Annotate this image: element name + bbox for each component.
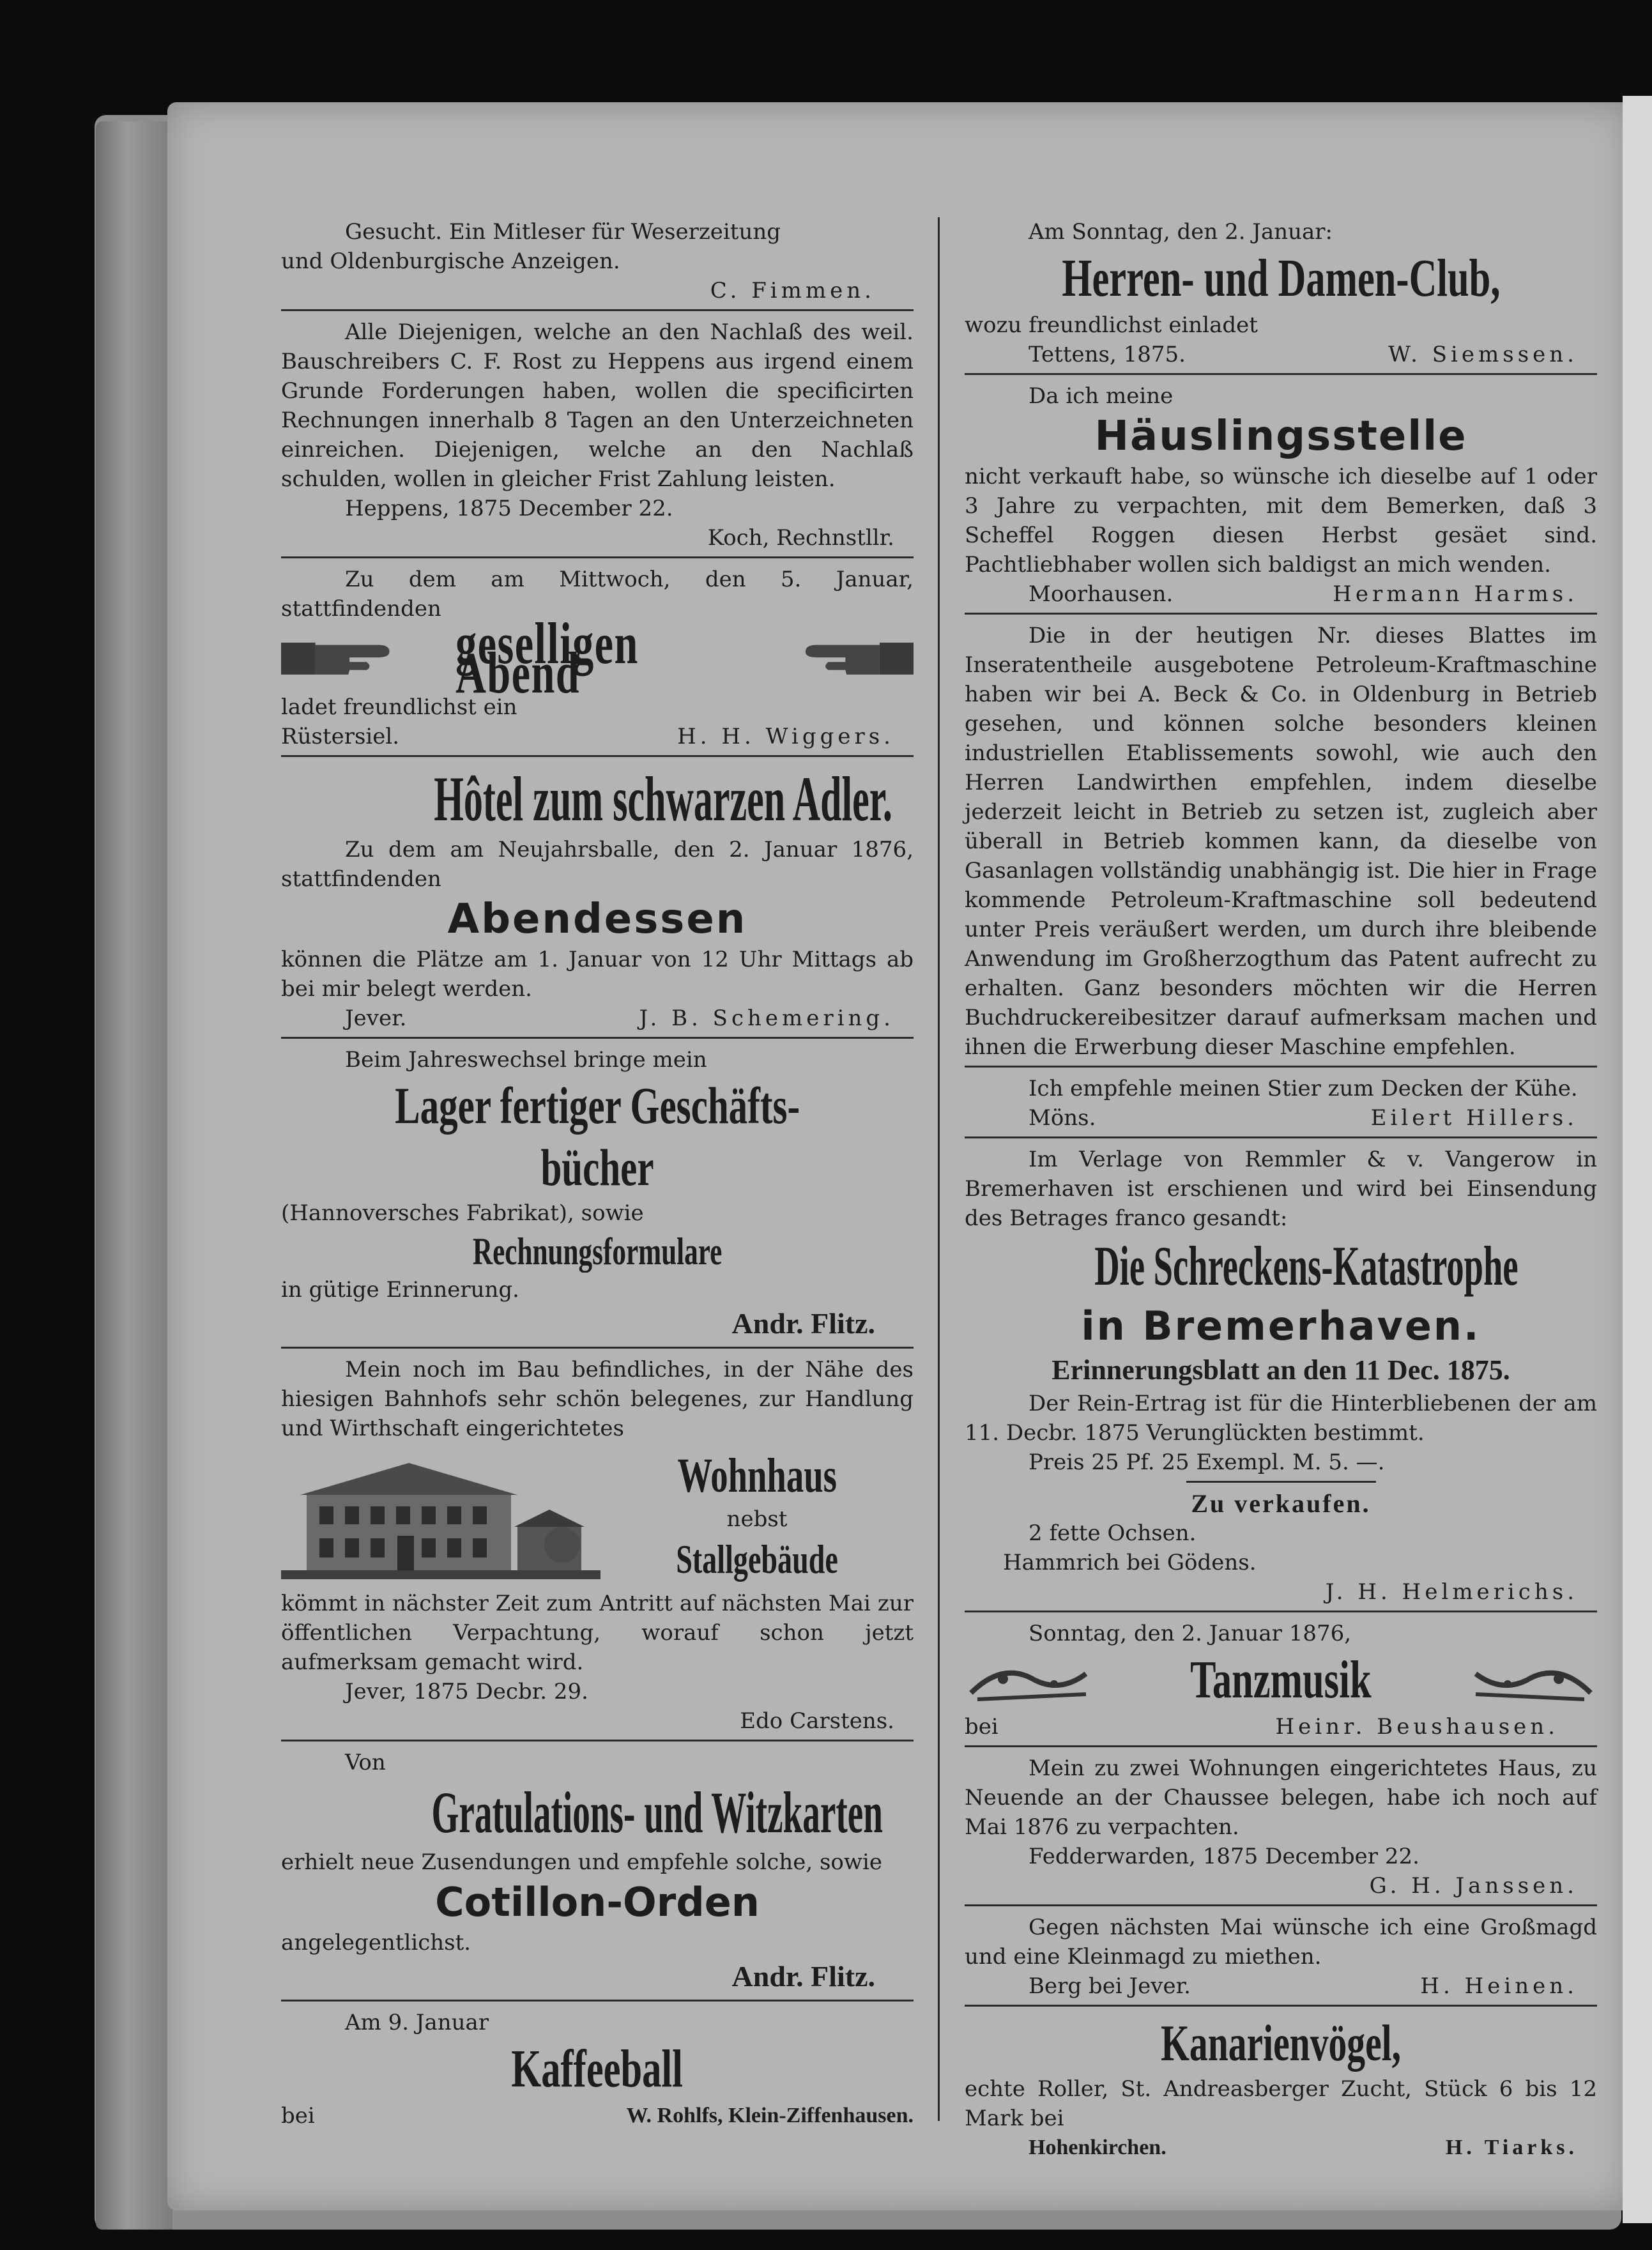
- ad-text: Gesucht. Ein Mitleser für Weserzeitung: [345, 219, 781, 245]
- ad-intro: Zu dem am Neujahrsballe, den 2. Januar 1876, stattfindenden: [281, 837, 914, 892]
- ad-headline-2: Stallgebäude: [676, 1536, 838, 1582]
- divider: [1186, 1481, 1376, 1483]
- ad-signature: J. B. Schemering.: [639, 1006, 894, 1031]
- pointing-hand-left-icon: [794, 629, 914, 687]
- pointing-hand-right-icon: [281, 629, 401, 687]
- divider: [965, 1745, 1597, 1747]
- ad-haeuslingsstelle: [965, 381, 1597, 609]
- divider: [281, 1347, 914, 1349]
- ad-place: Möns.: [1029, 1105, 1096, 1131]
- divider: [965, 613, 1597, 615]
- ad-tanzmusik: [965, 1619, 1597, 1741]
- ad-haus-verpachten: [965, 1754, 1597, 1901]
- left-column: [281, 217, 914, 2131]
- ad-headline: Gratulations- und Witzkarten: [431, 1780, 883, 1845]
- ad-signature: Koch, Rechnstllr.: [707, 525, 894, 551]
- ad-signature: Edo Carstens.: [740, 1708, 894, 1734]
- divider: [281, 1740, 914, 1741]
- divider: [965, 2005, 1597, 2007]
- ad-body: Die in der heutigen Nr. dieses Blattes im Inseratentheile ausgebotene Petroleum-Kraftmaschine haben wir bei A. Beck & Co. in Oldenburg in Betrieb gesehen, und können solche besonders kleinen industriellen Etablissements sowohl, wie auch den Herren Landwirthen empfehlen, indem dieselbe jederzeit leicht in Betrieb zu setzen ist, zugleich aber überall in Betrieb kommen kann, da dieselbe von Gasanlagen vollständig unabhängig ist. Die hier in Frage kommende Petroleum-Kraftmaschine soll bedeutend unter Preis veräußert werden, um durch ihre bleibende Anwendung im Großherzogthum das Patent aufrecht zu erhalten. Ganz besonders möchten wir die Herren Buchdruckereibesitzer darauf aufmerksam machen und ihnen die Erwerbung dieser Maschine empfehlen.: [965, 623, 1597, 1060]
- ad-headline: Zu verkaufen.: [1191, 1489, 1371, 1518]
- ad-intro: Am Sonntag, den 2. Januar:: [1029, 219, 1333, 245]
- page-right-edge: [1623, 96, 1652, 2223]
- ad-headline-2: Abendessen: [447, 896, 747, 943]
- ad-intro: Am 9. Januar: [345, 2010, 489, 2035]
- ad-text: bei: [965, 1714, 998, 1740]
- ad-body: können die Plätze am 1. Januar von 12 Uhr Mittags ab bei mir belegt werden.: [281, 947, 914, 1002]
- ad-headline-2: Rechnungsformulare: [472, 1230, 723, 1273]
- ad-signature: G. H. Janssen.: [1369, 1873, 1578, 1899]
- ad-headline: Hôtel zum schwarzen Adler.: [434, 763, 892, 834]
- ad-body: kömmt in nächster Zeit zum Antritt auf nächsten Mai zur öffentlichen Verpachtung, worauf schon jetzt aufmerksam gemacht wird.: [281, 1591, 914, 1675]
- ad-text: wozu freundlichst einladet: [965, 312, 1258, 338]
- ad-nachlass: [281, 318, 914, 553]
- ad-text: in gütige Erinnerung.: [281, 1277, 519, 1303]
- ad-signature: Andr. Flitz.: [731, 1960, 875, 1993]
- ad-headline: Kanarienvögel,: [1161, 2016, 1401, 2072]
- ad-headline: Lager fertiger Geschäfts-: [395, 1076, 800, 1135]
- ad-headline-2: in Bremerhaven.: [1081, 1303, 1481, 1349]
- ad-price: Preis 25 Pf. 25 Exempl. M. 5. —.: [1029, 1450, 1385, 1475]
- ad-text: angelegentlichst.: [281, 1930, 471, 1955]
- ad-date: Heppens, 1875 December 22.: [345, 496, 673, 521]
- ad-headline-3: Erinnerungsblatt an den 11 Dec. 1875.: [1052, 1354, 1510, 1386]
- ad-geselliger-abend: [281, 565, 914, 751]
- ad-body: Ich empfehle meinen Stier zum Decken der Kühe.: [1029, 1076, 1578, 1101]
- ad-schreckens-katastrophe: [965, 1145, 1597, 1477]
- ad-signature: Eilert Hillers.: [1370, 1105, 1578, 1131]
- ad-place: Moorhausen.: [1029, 581, 1174, 607]
- ad-place: Jever.: [345, 1006, 407, 1031]
- ad-text: (Hannoversches Fabrikat), sowie: [281, 1200, 644, 1226]
- ad-wohnhaus: [281, 1355, 914, 1736]
- ad-intro: Zu dem am Mittwoch, den 5. Januar, stattfindenden: [281, 567, 914, 622]
- right-column: [965, 217, 1597, 2162]
- divider: [965, 1611, 1597, 1612]
- ad-signature: Andr. Flitz.: [731, 1307, 875, 1340]
- ad-signature: W. Siemssen.: [1388, 342, 1578, 367]
- divider: [965, 1136, 1597, 1138]
- divider: [281, 309, 914, 311]
- ad-text: 2 fette Ochsen.: [1029, 1520, 1197, 1546]
- ad-kanarienvoegel: [965, 2013, 1597, 2162]
- ornament-right-icon: [1469, 1655, 1597, 1706]
- ad-kaffeeball: [281, 2008, 914, 2131]
- ad-intro: Mein noch im Bau befindliches, in der Nähe des hiesigen Bahnhofs sehr schön belegenes, zur Handlung und Wirthschaft eingerichtetes: [281, 1357, 914, 1441]
- divider: [965, 1904, 1597, 1906]
- ad-headline-2: Cotillon-Orden: [435, 1879, 760, 1925]
- ad-signature: C. Fimmen.: [710, 278, 875, 303]
- ad-headline: Tanzmusik: [1190, 1650, 1372, 1710]
- ad-body: Gegen nächsten Mai wünsche ich eine Großmagd und eine Kleinmagd zu miethen.: [965, 1915, 1597, 1970]
- ad-text: bei: [281, 2103, 315, 2129]
- ad-stier: [965, 1074, 1597, 1133]
- ad-headline: geselligen Abend: [455, 611, 639, 705]
- ad-headline: Wohnhaus: [677, 1449, 837, 1503]
- ad-magd: [965, 1913, 1597, 2001]
- ad-place: Tettens, 1875.: [1029, 342, 1186, 367]
- ad-hotel-adler: [281, 763, 914, 1033]
- ad-body: Der Rein-Ertrag ist für die Hinterbliebenen der am 11. Decbr. 1875 Verunglückten bestimmt.: [965, 1391, 1597, 1446]
- ad-signature: W. Rohlfs, Klein-Ziffenhausen.: [626, 2104, 914, 2127]
- ad-place: Hohenkirchen.: [1029, 2136, 1166, 2159]
- divider: [281, 755, 914, 757]
- ad-headline: Herren- und Damen-Club,: [1061, 249, 1501, 308]
- ad-intro: Da ich meine: [1029, 383, 1174, 409]
- ad-zu-verkaufen: [965, 1489, 1597, 1607]
- ad-petroleum-kraftmaschine: [965, 621, 1597, 1062]
- house-illustration: [281, 1449, 600, 1583]
- ad-body: echte Roller, St. Andreasberger Zucht, Stück 6 bis 12 Mark bei: [965, 2076, 1597, 2131]
- ad-place: Berg bei Jever.: [1029, 1973, 1191, 1999]
- column-separator: [938, 217, 940, 2121]
- ad-signature: H. Heinen.: [1420, 1973, 1578, 1999]
- ad-date: Jever, 1875 Decbr. 29.: [345, 1679, 588, 1704]
- ad-headline: Kaffeeball: [511, 2039, 684, 2099]
- ad-intro: Von: [345, 1750, 386, 1775]
- ad-body: erhielt neue Zusendungen und empfehle solche, sowie: [281, 1849, 882, 1875]
- divider: [965, 1066, 1597, 1068]
- ad-body: Mein zu zwei Wohnungen eingerichtetes Haus, zu Neuende an der Chaussee belegen, habe ich noch auf Mai 1876 zu verpachten.: [965, 1756, 1597, 1840]
- ad-intro: Im Verlage von Remmler & v. Vangerow in Bremerhaven ist erschienen und wird bei Einsendung des Betrages franco gesandt:: [965, 1147, 1597, 1231]
- ad-headline-cont: bücher: [540, 1138, 654, 1197]
- ad-text: Hammrich bei Gödens.: [1003, 1550, 1257, 1575]
- ad-date: Fedderwarden, 1875 December 22.: [1029, 1844, 1419, 1869]
- divider: [281, 556, 914, 558]
- ad-mitleser: [281, 217, 914, 305]
- ad-headline: Häuslingsstelle: [1094, 413, 1467, 460]
- ad-text: und Oldenburgische Anzeigen.: [281, 249, 620, 274]
- book-spine: [96, 121, 172, 2230]
- ad-text: nebst: [726, 1506, 788, 1532]
- ad-intro: Beim Jahreswechsel bringe mein: [345, 1047, 707, 1073]
- divider: [965, 373, 1597, 375]
- ad-signature: Hermann Harms.: [1333, 581, 1578, 607]
- ad-signature: H. H. Wiggers.: [677, 724, 894, 749]
- ad-geschaeftsbuecher: [281, 1045, 914, 1343]
- divider: [281, 1037, 914, 1039]
- ad-body: nicht verkauft habe, so wünsche ich dieselbe auf 1 oder 3 Jahre zu verpachten, mit dem Bemerken, daß 3 Scheffel Roggen diesen Herbst gesäet sind. Pachtliebhaber wollen sich baldigst an mich wenden.: [965, 464, 1597, 578]
- ad-gratulationskarten: [281, 1748, 914, 1996]
- ad-headline: Die Schreckens-Katastrophe: [1094, 1236, 1518, 1297]
- ornament-left-icon: [965, 1655, 1092, 1706]
- ad-signature: Heinr. Beushausen.: [1275, 1714, 1559, 1740]
- ad-body: Alle Diejenigen, welche an den Nachlaß des weil. Bauschreibers C. F. Rost zu Heppens aus irgend einem Grunde Forderungen haben, wollen die specificirten Rechnungen innerhalb 8 Tagen an den Unterzeichneten einreichen. Diejenigen, welche an den Nachlaß schulden, wollen in gleicher Frist Zahlung leisten.: [281, 319, 914, 492]
- divider: [281, 2000, 914, 2001]
- ad-intro: Sonntag, den 2. Januar 1876,: [1029, 1621, 1352, 1646]
- ad-signature: J. H. Helmerichs.: [1325, 1579, 1578, 1605]
- ad-signature: H. Tiarks.: [1445, 2136, 1578, 2159]
- ad-herren-damen-club: [965, 217, 1597, 369]
- ad-text: ladet freundlichst ein: [281, 694, 517, 720]
- ad-place: Rüstersiel.: [281, 724, 400, 749]
